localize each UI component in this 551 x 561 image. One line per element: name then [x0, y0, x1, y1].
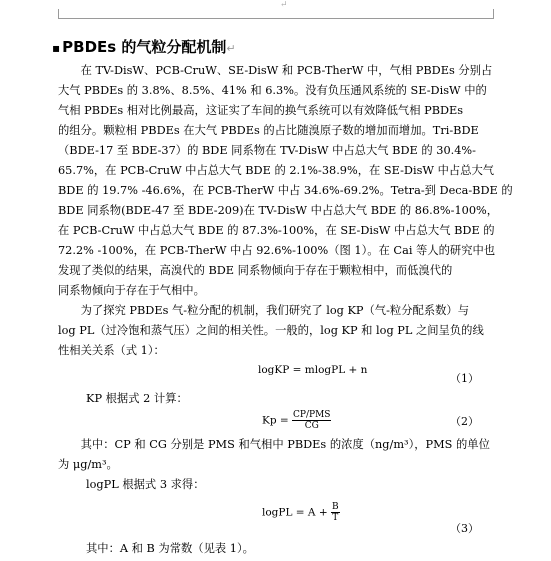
paragraph-mark-icon: ↵	[226, 42, 236, 55]
body-line: 72.2% -100%，在 PCB-TherW 中占 92.6%-100%（图 1）。在 Cai 等人的研究中也	[58, 244, 496, 257]
body-line: 的组分。颗粒相 PBDEs 在大气 PBDEs 的占比随溴原子数的增加而增加。Tri-BDE	[58, 124, 479, 137]
body-line: BDE 同系物(BDE-47 至 BDE-209)在 TV-DisW 中占总大气 BDE 的 86.8%-100%，	[58, 204, 499, 217]
crop-mark-left	[58, 9, 59, 19]
body-line: 大气 PBDEs 的 3.8%、8.5%、41% 和 6.3%。没有负压通风系统的 SE-DisW 中的	[58, 84, 487, 97]
body-line: 为了探究 PBDEs 气-粒分配的机制，我们研究了 log KP（气-粒分配系数）与	[58, 304, 470, 317]
body-line: 气相 PBDEs 相对比例最高，这证实了车间的换气系统可以有效降低气相 PBDEs	[58, 104, 464, 117]
logpl-line: logPL 根据式 3 求得：	[86, 478, 205, 491]
equation-2-left: Kp =	[262, 414, 289, 427]
equation-3-left: logPL = A +	[262, 506, 328, 519]
where-line-1: 其中：CP 和 CG 分别是 PMS 和气相中 PBDEs 的浓度（ng/m³），PMS 的单位	[58, 438, 490, 451]
equation-3-fraction	[331, 502, 340, 523]
body-line: （BDE-17 至 BDE-37）的 BDE 同系物在 TV-DisW 中占总大气 BDE 的 30.4%-	[58, 144, 476, 157]
body-line: 同系物倾向于存在于气相中。	[58, 284, 205, 297]
top-paragraph-mark: ↵	[280, 0, 288, 10]
equation-2-fraction	[292, 410, 331, 431]
body-line: 65.7%，在 PCB-CruW 中占总大气 BDE 的 2.1%-38.9%，在 SE-DisW 中占总大气	[58, 164, 495, 177]
kp-line: KP 根据式 2 计算：	[86, 392, 188, 405]
body-line: 在 TV-DisW、PCB-CruW、SE-DisW 和 PCB-TherW 中，气相 PBDEs 分别占	[58, 64, 493, 77]
body-line: 在 PCB-CruW 中占总大气 BDE 的 87.3%-100%，在 SE-DisW 中占总大气 BDE 的	[58, 224, 495, 237]
heading-text: PBDEs 的气粒分配机制	[62, 38, 227, 56]
equation-2	[262, 410, 331, 431]
header-rule	[58, 18, 494, 19]
body-line: BDE 的 19.7% -46.6%，在 PCB-TherW 中占 34.6%-69.2%。Tetra-到 Deca-BDE 的	[58, 184, 513, 197]
equation-2-number: （2）	[450, 415, 479, 428]
bullet-icon: ▪	[52, 41, 61, 55]
unit-line: 为 μg/m³。	[58, 458, 118, 471]
equation-1: logKP = mlogPL + n	[258, 364, 368, 376]
where-line-2: 其中：A 和 B 为常数（见表 1）。	[86, 542, 254, 555]
equation-2-numerator: CP/PMS	[293, 410, 331, 420]
equation-3	[262, 502, 340, 523]
body-line: 性相关关系（式 1）：	[58, 344, 165, 357]
equation-2-denominator: CG	[304, 421, 319, 431]
equation-3-denominator: T	[332, 513, 339, 523]
body-line: log PL（过冷饱和蒸气压）之间的相关性。一般的，log KP 和 log PL 之间呈负的线	[58, 324, 484, 337]
equation-3-number: （3）	[450, 522, 479, 535]
crop-mark-right	[493, 9, 494, 19]
equation-1-number: （1）	[450, 372, 479, 385]
equation-3-numerator: B	[331, 502, 339, 512]
body-line: 发现了类似的结果，高溴代的 BDE 同系物倾向于存在于颗粒相中，而低溴代的	[58, 264, 453, 277]
section-heading	[52, 36, 236, 57]
